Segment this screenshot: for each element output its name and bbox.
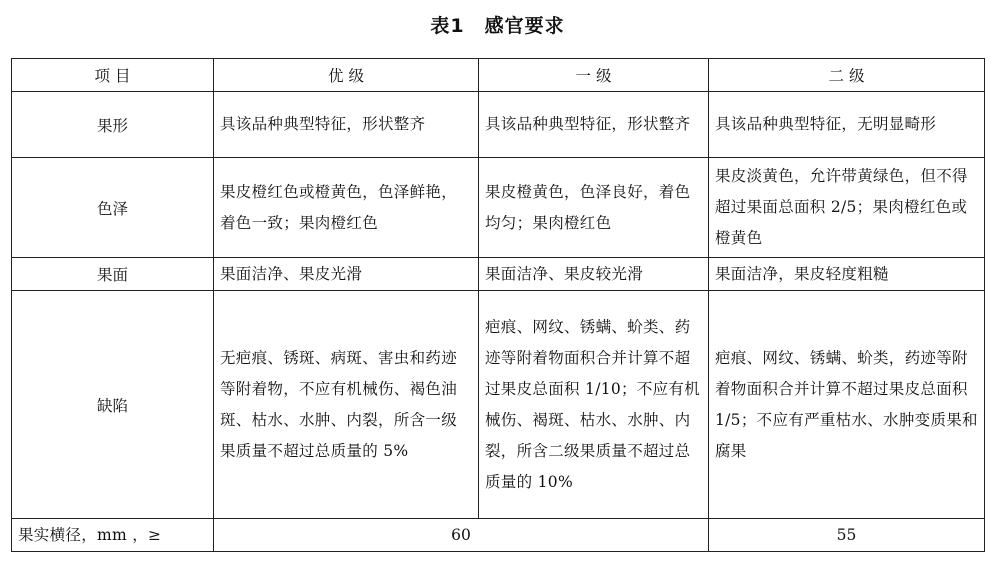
diameter-second: 55 <box>709 519 985 552</box>
table-title: 表1 感官要求 <box>430 15 565 37</box>
header-item: 项 目 <box>12 59 214 92</box>
surface-first: 果面洁净、果皮较光滑 <box>479 258 709 291</box>
header-second: 二 级 <box>709 59 985 92</box>
surface-second: 果面洁净，果皮轻度粗糙 <box>709 258 985 291</box>
shape-second: 具该品种典型特征，无明显畸形 <box>709 92 985 158</box>
row-label-defect: 缺陷 <box>12 291 214 519</box>
table-row <box>12 519 985 552</box>
table-row <box>12 291 985 519</box>
color-second: 果皮淡黄色，允许带黄绿色，但不得超过果面总面积 2/5；果肉橙红色或橙黄色 <box>709 158 985 258</box>
color-excellent: 果皮橙红色或橙黄色，色泽鲜艳，着色一致；果肉橙红色 <box>214 158 479 258</box>
table-row <box>12 258 985 291</box>
row-label-color: 色泽 <box>12 158 214 258</box>
row-label-shape: 果形 <box>12 92 214 158</box>
sensory-requirements-table <box>11 58 985 552</box>
diameter-excellent-first: 60 <box>214 519 709 552</box>
surface-excellent: 果面洁净、果皮光滑 <box>214 258 479 291</box>
defect-excellent: 无疤痕、锈斑、病斑、害虫和药迹等附着物，不应有机械伤、褐色油斑、枯水、水肿、内裂，所含一级果质量不超过总质量的 5% <box>214 291 479 519</box>
header-excellent: 优 级 <box>214 59 479 92</box>
table-row <box>12 158 985 258</box>
header-first: 一 级 <box>479 59 709 92</box>
table-row <box>12 92 985 158</box>
defect-second: 疤痕、网纹、锈螨、蚧类，药迹等附着物面积合并计算不超过果皮总面积 1/5；不应有严重枯水、水肿变质果和腐果 <box>709 291 985 519</box>
row-label-diameter: 果实横径，mm ，≥ <box>12 519 214 552</box>
color-first: 果皮橙黄色，色泽良好，着色均匀；果肉橙红色 <box>479 158 709 258</box>
header-row <box>12 59 985 92</box>
row-label-surface: 果面 <box>12 258 214 291</box>
shape-first: 具该品种典型特征，形状整齐 <box>479 92 709 158</box>
defect-first: 疤痕、网纹、锈螨、蚧类、药迹等附着物面积合并计算不超过果皮总面积 1/10；不应有机械伤、褐斑、枯水、水肿、内裂，所含二级果质量不超过总质量的 10% <box>479 291 709 519</box>
shape-excellent: 具该品种典型特征，形状整齐 <box>214 92 479 158</box>
